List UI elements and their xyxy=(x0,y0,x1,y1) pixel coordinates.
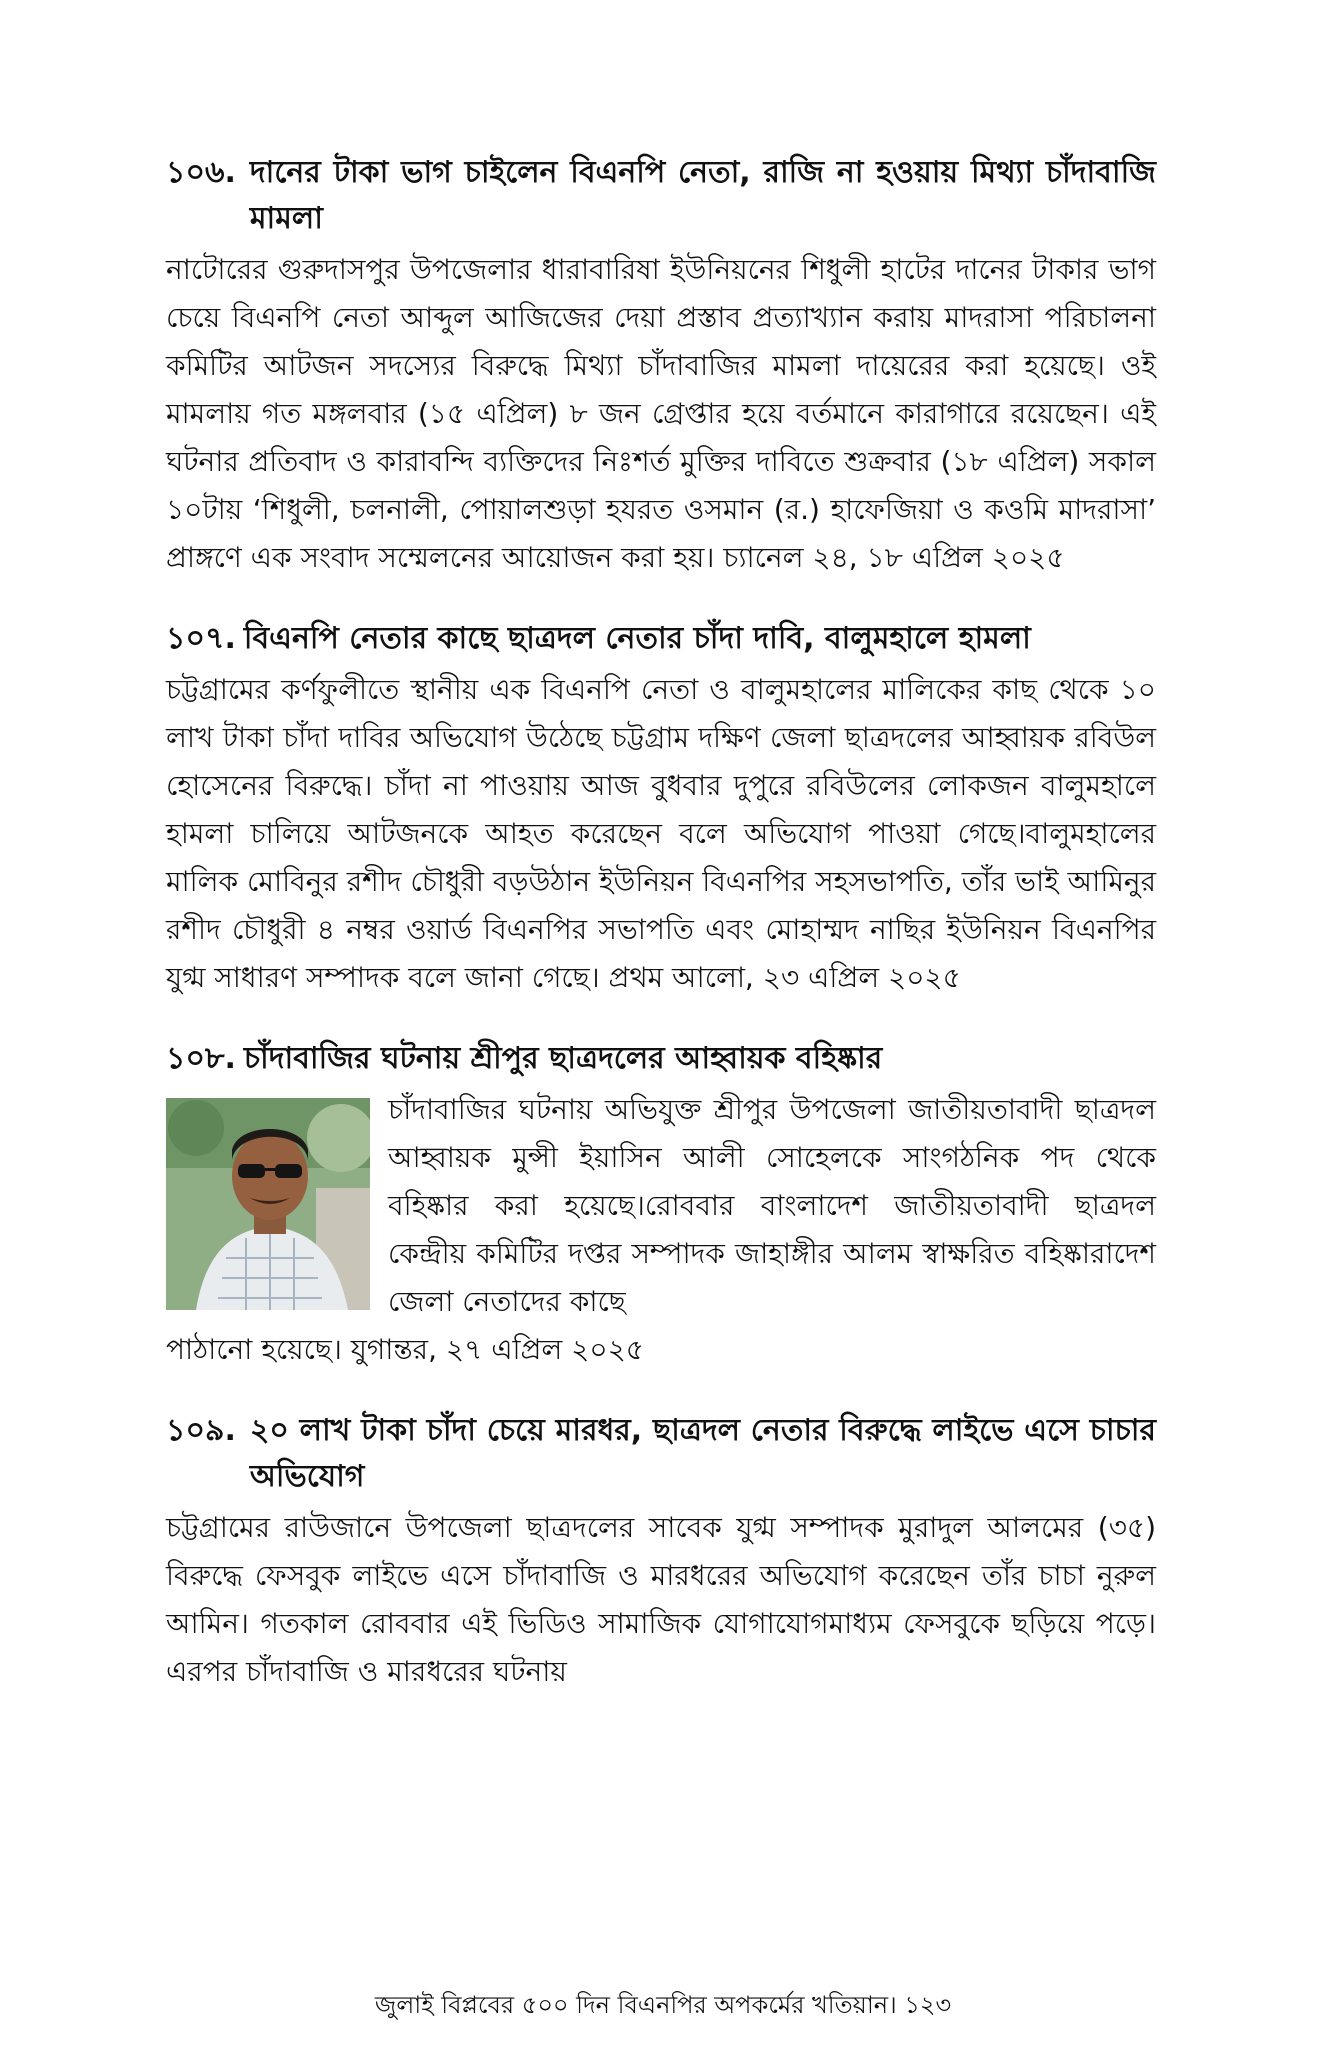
news-heading xyxy=(166,150,1156,242)
news-item-106 xyxy=(166,150,1156,582)
news-number: ১০৮. xyxy=(166,1041,236,1076)
news-title: চাঁদাবাজির ঘটনায় শ্রীপুর ছাত্রদলের আহ্বায়ক বহিষ্কার xyxy=(243,1041,883,1076)
news-number: ১০৭. xyxy=(166,621,236,656)
news-item-109 xyxy=(166,1408,1156,1696)
news-body: চট্টগ্রামের রাউজানে উপজেলা ছাত্রদলের সাবেক যুগ্ম সম্পাদক মুরাদুল আলমের (৩৫) বিরুদ্ধে ফেসবুক লাইভে এসে চাঁদাবাজি ও মারধরের অভিযোগ করেছেন তাঁর চাচা নুরুল আমিন। গতকাল রোববার এই ভিডিও সামাজিক যোগাযোগমাধ্যম ফেসবুকে ছড়িয়ে পড়ে। এরপর চাঁদাবাজি ও মারধরের ঘটনায় xyxy=(166,1511,1156,1688)
news-title: ২০ লাখ টাকা চাঁদা চেয়ে মারধর, ছাত্রদল নেতার বিরুদ্ধে লাইভে এসে চাচার অভিযোগ xyxy=(249,1413,1156,1494)
person-photo xyxy=(166,1098,370,1310)
news-title: বিএনপি নেতার কাছে ছাত্রদল নেতার চাঁদা দাবি, বালুমহালে হামলা xyxy=(243,621,1031,656)
news-photo-row xyxy=(166,1086,1156,1326)
news-body: নাটোরের গুরুদাসপুর উপজেলার ধারাবারিষা ইউনিয়নের শিধুলী হাটের দানের টাকার ভাগ চেয়ে বিএনপি নেতা আব্দুল আজিজের দেয়া প্রস্তাব প্রত্যাখ্যান করায় মাদরাসা পরিচালনা কমিটির আটজন সদস্যের বিরুদ্ধে মিথ্যা চাঁদাবাজির মামলা দায়েরের করা হয়েছে। ওই মামলায় গত মঙ্গলবার (১৫ এপ্রিল) ৮ জন গ্রেপ্তার হয়ে বর্তমানে কারাগারে রয়েছেন। এই ঘটনার প্রতিবাদ ও কারাবন্দি ব্যক্তিদের নিঃশর্ত মুক্তির দাবিতে শুক্রবার (১৮ এপ্রিল) সকাল ১০টায় ‘শিধুলী, চলনালী, পোয়ালশুড়া হযরত ওসমান (র.) হাফেজিয়া ও কওমি মাদরাসা’ প্রাঙ্গণে এক সংবাদ সম্মেলনের আয়োজন করা হয়। চ্যানেল ২৪, ১৮ এপ্রিল ২০২৫ xyxy=(166,253,1156,574)
news-heading xyxy=(166,1408,1156,1500)
news-item-108 xyxy=(166,1036,1156,1374)
news-number: ১০৬. xyxy=(166,155,236,190)
news-number: ১০৯. xyxy=(166,1413,236,1448)
news-item-107 xyxy=(166,616,1156,1002)
news-body: চট্টগ্রামের কর্ণফুলীতে স্থানীয় এক বিএনপি নেতা ও বালুমহালের মালিকের কাছ থেকে ১০ লাখ টাকা চাঁদা দাবির অভিযোগ উঠেছে চট্টগ্রাম দক্ষিণ জেলা ছাত্রদলের আহ্বায়ক রবিউল হোসেনের বিরুদ্ধে। চাঁদা না পাওয়ায় আজ বুধবার দুপুরে রবিউলের লোকজন বালুমহালে হামলা চালিয়ে আটজনকে আহত করেছেন বলে অভিযোগ পাওয়া গেছে।বালুমহালের মালিক মোবিনুর রশীদ চৌধুরী বড়উঠান ইউনিয়ন বিএনপির সহসভাপতি, তাঁর ভাই আমিনুর রশীদ চৌধুরী ৪ নম্বর ওয়ার্ড বিএনপির সভাপতি এবং মোহাম্মদ নাছির ইউনিয়ন বিএনপির যুগ্ম সাধারণ সম্পাদক বলে জানা গেছে। প্রথম আলো, ২৩ এপ্রিল ২০২৫ xyxy=(166,673,1156,994)
page-content xyxy=(166,150,1156,1730)
news-body: চাঁদাবাজির ঘটনায় অভিযুক্ত শ্রীপুর উপজেলা জাতীয়তাবাদী ছাত্রদল আহ্বায়ক মুন্সী ইয়াসিন আলী সোহেলকে সাংগঠনিক পদ থেকে বহিষ্কার করা হয়েছে।রোববার বাংলাদেশ জাতীয়তাবাদী ছাত্রদল কেন্দ্রীয় কমিটির দপ্তর সম্পাদক জাহাঙ্গীর আলম স্বাক্ষরিত বহিষ্কারাদেশ জেলা নেতাদের কাছে xyxy=(388,1093,1156,1318)
news-title: দানের টাকা ভাগ চাইলেন বিএনপি নেতা, রাজি না হওয়ায় মিথ্যা চাঁদাবাজি মামলা xyxy=(249,155,1156,236)
news-body-continued: পাঠানো হয়েছে। যুগান্তর, ২৭ এপ্রিল ২০২৫ xyxy=(166,1333,644,1366)
news-heading xyxy=(166,616,1156,662)
page-footer: জুলাই বিপ্লবের ৫০০ দিন বিএনপির অপকর্মের খতিয়ান। ১২৩ xyxy=(374,1991,952,2019)
news-heading xyxy=(166,1036,1156,1082)
